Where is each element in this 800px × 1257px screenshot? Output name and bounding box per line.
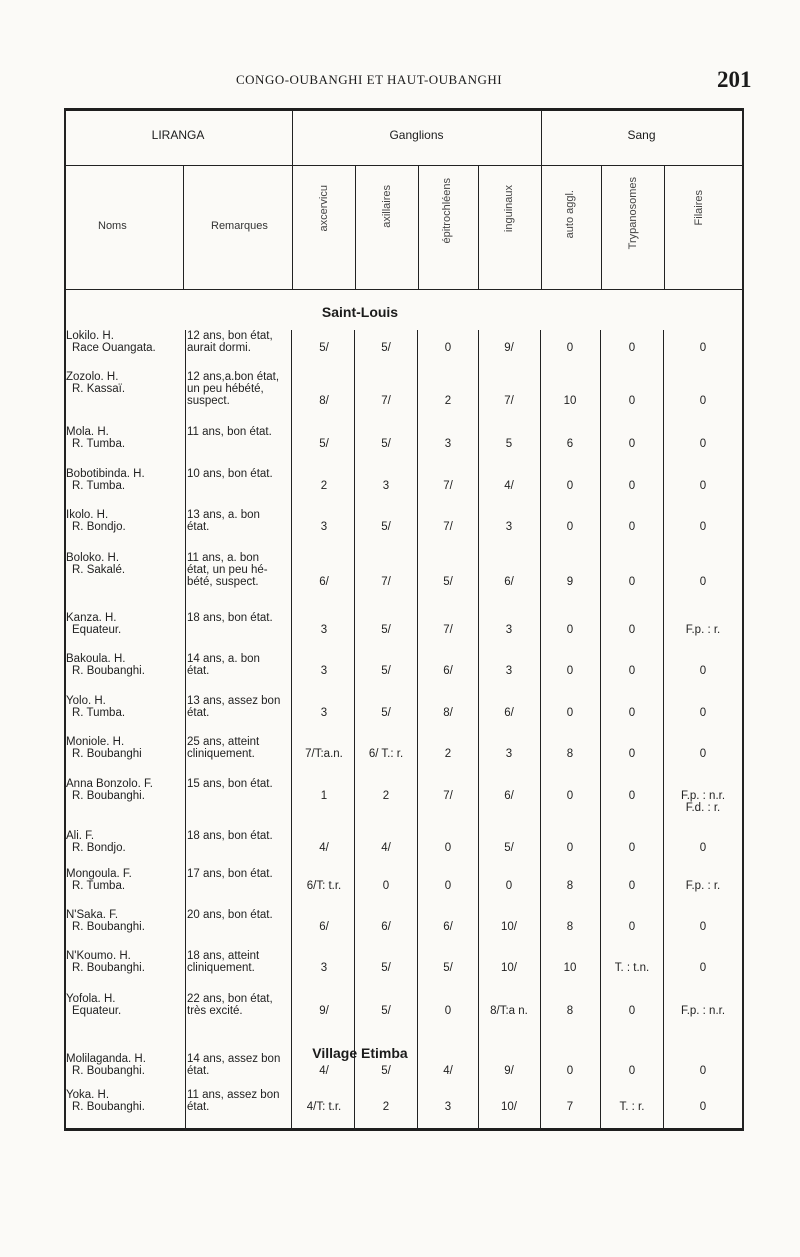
origin-line: R. Boubanghi. <box>72 665 145 677</box>
axcervicu-value: 6/ <box>319 921 329 933</box>
filaires-value: 0 <box>699 665 707 677</box>
axcervicu-value: 4/T: t.r. <box>306 1101 342 1113</box>
patient-name <box>66 830 184 854</box>
remark-line: état. <box>187 707 210 719</box>
origin-line: R. Boubanghi <box>72 748 142 760</box>
axcervicu-value: 6/ <box>319 576 329 588</box>
filaires-value: 0 <box>699 748 707 760</box>
remark-line: 18 ans, atteint <box>187 950 260 962</box>
origin-line: R. Boubanghi. <box>72 790 145 802</box>
name-line: Bobotibinda. H. <box>66 468 145 480</box>
auto-aggl-value: 10 <box>563 962 577 974</box>
filaires-value: 0 <box>699 962 707 974</box>
axillaires-value: 5/ <box>381 624 391 636</box>
trypanosomes-value: 0 <box>628 790 636 802</box>
epitrochleens-value: 0 <box>444 842 452 854</box>
remark-line: 12 ans,a.bon état, <box>187 371 280 383</box>
patient-name <box>66 612 184 636</box>
remark-line: 11 ans, assez bon <box>187 1089 280 1101</box>
epitrochleens-value: 2 <box>444 748 452 760</box>
remarks-cell <box>187 371 307 407</box>
trypanosomes-value: 0 <box>628 921 636 933</box>
col-filaires: Filaires <box>693 190 705 226</box>
axillaires-value: 2 <box>382 1101 390 1113</box>
filaires-value: 0 <box>699 480 707 492</box>
inguinaux-value: 6/ <box>504 790 514 802</box>
filaires-value: 0 <box>699 395 707 407</box>
col-inguinaux: inguinaux <box>503 185 515 233</box>
auto-aggl-value: 0 <box>566 624 574 636</box>
filaires-value: 0 <box>699 342 707 354</box>
epitrochleens-value: 7/ <box>443 624 453 636</box>
name-line: Kanza. H. <box>66 612 117 624</box>
axcervicu-value: 2 <box>320 480 328 492</box>
inguinaux-value: 3 <box>505 521 513 533</box>
origin-line: R. Bondjo. <box>72 521 126 533</box>
axillaires-value: 5/ <box>381 707 391 719</box>
remark-line: 10 ans, bon état. <box>187 468 273 480</box>
axillaires-value: 4/ <box>381 842 391 854</box>
inguinaux-value: 4/ <box>504 480 514 492</box>
inguinaux-value: 8/T:a n. <box>490 1005 528 1017</box>
epitrochleens-value: 2 <box>444 395 452 407</box>
running-header <box>0 67 800 96</box>
remark-line: 22 ans, bon état, <box>187 993 273 1005</box>
axillaires-value: 5/ <box>381 521 391 533</box>
origin-line: R. Sakalé. <box>72 564 126 576</box>
axcervicu-value: 9/ <box>319 1005 329 1017</box>
name-line: Ali. F. <box>66 830 95 842</box>
origin-line: Equateur. <box>72 1005 122 1017</box>
remark-line: état. <box>187 665 210 677</box>
epitrochleens-value: 7/ <box>443 480 453 492</box>
remark-line: état. <box>187 521 210 533</box>
remarks-cell <box>187 778 307 790</box>
remark-line: 11 ans, a. bon <box>187 552 260 564</box>
auto-aggl-value: 0 <box>566 480 574 492</box>
origin-line: R. Tumba. <box>72 480 126 492</box>
trypanosomes-value: 0 <box>628 1065 636 1077</box>
remarks-cell <box>187 993 307 1017</box>
origin-line: R. Boubanghi. <box>72 962 145 974</box>
patient-name <box>66 778 184 802</box>
remark-line: cliniquement. <box>187 748 255 760</box>
filaires-value: 0 <box>699 707 707 719</box>
patient-name <box>66 509 184 533</box>
inguinaux-value: 5 <box>505 438 513 450</box>
epitrochleens-value: 0 <box>444 1005 452 1017</box>
auto-aggl-value: 0 <box>566 790 574 802</box>
axillaires-value: 7/ <box>381 576 391 588</box>
axcervicu-value: 4/ <box>319 1065 329 1077</box>
axcervicu-value: 3 <box>320 962 328 974</box>
group-ganglions: Ganglions <box>389 128 444 142</box>
epitrochleens-value: 6/ <box>443 665 453 677</box>
section-title: Saint-Louis <box>321 304 399 320</box>
patient-name <box>66 330 184 354</box>
epitrochleens-value: 5/ <box>443 576 453 588</box>
filaires-value: F.p. : n.r. <box>680 790 726 802</box>
remark-line: 11 ans, bon état. <box>187 426 272 438</box>
trypanosomes-value: 0 <box>628 395 636 407</box>
remark-line: aurait dormi. <box>187 342 251 354</box>
col-divider-noms <box>183 165 184 290</box>
inguinaux-value: 3 <box>505 665 513 677</box>
remark-line: 25 ans, atteint <box>187 736 260 748</box>
inguinaux-value: 10/ <box>501 921 517 933</box>
remarks-cell <box>187 509 307 533</box>
remark-line: cliniquement. <box>187 962 255 974</box>
epitrochleens-value: 4/ <box>443 1065 453 1077</box>
trypanosomes-value: 0 <box>628 1005 636 1017</box>
origin-line: R. Bondjo. <box>72 842 126 854</box>
col-remarques: Remarques <box>211 220 268 232</box>
name-line: Yoka. H. <box>66 1089 110 1101</box>
epitrochleens-value: 3 <box>444 438 452 450</box>
remark-line: 13 ans, a. bon <box>187 509 260 521</box>
origin-line: Equateur. <box>72 624 122 636</box>
remark-line: état. <box>187 1065 210 1077</box>
filaires-value: 0 <box>699 1101 707 1113</box>
patient-name <box>66 552 184 576</box>
filaires-value: F.p. : r. <box>685 880 721 892</box>
body-line-1 <box>185 330 186 1130</box>
running-title: CONGO-OUBANGHI ET HAUT-OUBANGHI <box>236 72 503 87</box>
remarks-cell <box>187 426 307 438</box>
inguinaux-value: 9/ <box>504 1065 514 1077</box>
remarks-cell <box>187 552 307 588</box>
patient-name <box>66 736 184 760</box>
trypanosomes-value: T. : t.n. <box>614 962 650 974</box>
axillaires-value: 5/ <box>381 342 391 354</box>
patient-name <box>66 695 184 719</box>
name-line: Mola. H. <box>66 426 109 438</box>
axillaires-value: 5/ <box>381 1065 391 1077</box>
patient-name <box>66 371 184 395</box>
auto-aggl-value: 8 <box>566 748 574 760</box>
filaires-value: F.d. : r. <box>685 802 721 814</box>
axcervicu-value: 8/ <box>319 395 329 407</box>
remarks-cell <box>187 653 307 677</box>
auto-aggl-value: 9 <box>566 576 574 588</box>
header-bottom-line <box>64 289 744 290</box>
inguinaux-value: 5/ <box>504 842 514 854</box>
remarks-cell <box>187 868 307 880</box>
axcervicu-value: 4/ <box>319 842 329 854</box>
patient-name <box>66 1053 184 1077</box>
axillaires-value: 7/ <box>381 395 391 407</box>
name-line: Boloko. H. <box>66 552 120 564</box>
inguinaux-value: 10/ <box>501 1101 517 1113</box>
epitrochleens-value: 3 <box>444 1101 452 1113</box>
bottom-rule <box>64 1128 744 1131</box>
remark-line: état. <box>187 1101 210 1113</box>
auto-aggl-value: 10 <box>563 395 577 407</box>
axcervicu-value: 5/ <box>319 342 329 354</box>
patient-name <box>66 468 184 492</box>
trypanosomes-value: T. : r. <box>619 1101 645 1113</box>
epitrochleens-value: 0 <box>444 342 452 354</box>
trypanosomes-value: 0 <box>628 576 636 588</box>
col-axcervicu: axcervicu <box>318 185 330 232</box>
remark-line: 14 ans, assez bon <box>187 1053 281 1065</box>
remarks-cell <box>187 830 307 842</box>
epitrochleens-value: 0 <box>444 880 452 892</box>
auto-aggl-value: 8 <box>566 921 574 933</box>
inguinaux-value: 6/ <box>504 576 514 588</box>
name-line: N'Saka. F. <box>66 909 119 921</box>
group-liranga: LIRANGA <box>151 128 205 142</box>
axcervicu-value: 3 <box>320 521 328 533</box>
origin-line: Race Ouangata. <box>72 342 156 354</box>
axcervicu-value: 5/ <box>319 438 329 450</box>
auto-aggl-value: 8 <box>566 880 574 892</box>
axcervicu-value: 6/T: t.r. <box>306 880 342 892</box>
trypanosomes-value: 0 <box>628 342 636 354</box>
axillaires-value: 5/ <box>381 438 391 450</box>
patient-name <box>66 868 184 892</box>
remark-line: 13 ans, assez bon <box>187 695 281 707</box>
group-sang: Sang <box>627 128 656 142</box>
group-divider-line <box>64 165 744 166</box>
name-line: Mongoula. F. <box>66 868 132 880</box>
remarks-cell <box>187 736 307 760</box>
axillaires-value: 0 <box>382 880 390 892</box>
origin-line: R. Boubanghi. <box>72 921 145 933</box>
trypanosomes-value: 0 <box>628 624 636 636</box>
name-line: Bakoula. H. <box>66 653 126 665</box>
name-line: Molilaganda. H. <box>66 1053 146 1065</box>
name-line: Anna Bonzolo. F. <box>66 778 153 790</box>
col-divider-tryp <box>664 165 665 290</box>
origin-line: R. Tumba. <box>72 438 126 450</box>
name-line: Moniole. H. <box>66 736 125 748</box>
page-number: 201 <box>717 67 752 92</box>
col-divider-auto <box>601 165 602 290</box>
axillaires-value: 2 <box>382 790 390 802</box>
axillaires-value: 6/ <box>381 921 391 933</box>
auto-aggl-value: 6 <box>566 438 574 450</box>
axcervicu-value: 3 <box>320 707 328 719</box>
inguinaux-value: 7/ <box>504 395 514 407</box>
remark-line: état, un peu hé- <box>187 564 268 576</box>
filaires-value: F.p. : r. <box>685 624 721 636</box>
origin-line: R. Boubanghi. <box>72 1065 145 1077</box>
auto-aggl-value: 0 <box>566 521 574 533</box>
origin-line: R. Tumba. <box>72 707 126 719</box>
remarks-cell <box>187 468 307 480</box>
axillaires-value: 5/ <box>381 962 391 974</box>
trypanosomes-value: 0 <box>628 707 636 719</box>
patient-name <box>66 653 184 677</box>
col-divider-axi <box>418 165 419 290</box>
name-line: N'Koumo. H. <box>66 950 131 962</box>
inguinaux-value: 3 <box>505 748 513 760</box>
filaires-value: 0 <box>699 438 707 450</box>
auto-aggl-value: 0 <box>566 1065 574 1077</box>
epitrochleens-value: 7/ <box>443 790 453 802</box>
trypanosomes-value: 0 <box>628 842 636 854</box>
col-epitrochleens: épitrochléens <box>441 178 453 244</box>
patient-name <box>66 993 184 1017</box>
top-rule <box>64 108 744 111</box>
col-auto-aggl: auto aggl. <box>564 190 576 239</box>
col-axillaires: axillaires <box>381 185 393 228</box>
remark-line: un peu hébété, <box>187 383 264 395</box>
remark-line: très excité. <box>187 1005 243 1017</box>
epitrochleens-value: 7/ <box>443 521 453 533</box>
remarks-cell <box>187 612 307 624</box>
auto-aggl-value: 8 <box>566 1005 574 1017</box>
remarks-cell <box>187 1053 307 1077</box>
trypanosomes-value: 0 <box>628 665 636 677</box>
remark-line: 14 ans, a. bon <box>187 653 260 665</box>
trypanosomes-value: 0 <box>628 748 636 760</box>
filaires-value: F.p. : n.r. <box>680 1005 726 1017</box>
section-title: Village Etimba <box>312 1045 408 1061</box>
remark-line: 12 ans, bon état, <box>187 330 273 342</box>
remark-line: 18 ans, bon état. <box>187 612 273 624</box>
inguinaux-value: 3 <box>505 624 513 636</box>
inguinaux-value: 6/ <box>504 707 514 719</box>
axillaires-value: 3 <box>382 480 390 492</box>
axcervicu-value: 1 <box>320 790 328 802</box>
axillaires-value: 5/ <box>381 665 391 677</box>
epitrochleens-value: 5/ <box>443 962 453 974</box>
patient-name <box>66 426 184 450</box>
axcervicu-value: 7/T:a.n. <box>305 748 343 760</box>
remarks-cell <box>187 1089 307 1113</box>
origin-line: R. Tumba. <box>72 880 126 892</box>
auto-aggl-value: 0 <box>566 707 574 719</box>
right-border <box>742 108 744 1131</box>
remark-line: 17 ans, bon état. <box>187 868 273 880</box>
col-divider-axc <box>355 165 356 290</box>
col-noms: Noms <box>98 220 127 232</box>
name-line: Yofola. H. <box>66 993 116 1005</box>
filaires-value: 0 <box>699 576 707 588</box>
remarks-cell <box>187 330 307 354</box>
remark-line: 15 ans, bon état. <box>187 778 273 790</box>
filaires-value: 0 <box>699 1065 707 1077</box>
auto-aggl-value: 7 <box>566 1101 574 1113</box>
inguinaux-value: 10/ <box>501 962 517 974</box>
epitrochleens-value: 6/ <box>443 921 453 933</box>
filaires-value: 0 <box>699 842 707 854</box>
col-divider-epi <box>478 165 479 290</box>
remark-line: 18 ans, bon état. <box>187 830 273 842</box>
patient-name <box>66 1089 184 1113</box>
trypanosomes-value: 0 <box>628 480 636 492</box>
patient-name <box>66 950 184 974</box>
auto-aggl-value: 0 <box>566 842 574 854</box>
remarks-cell <box>187 950 307 974</box>
filaires-value: 0 <box>699 521 707 533</box>
name-line: Zozolo. H. <box>66 371 119 383</box>
trypanosomes-value: 0 <box>628 521 636 533</box>
trypanosomes-value: 0 <box>628 880 636 892</box>
name-line: Ikolo. H. <box>66 509 109 521</box>
remark-line: bété, suspect. <box>187 576 259 588</box>
patient-name <box>66 909 184 933</box>
remarks-cell <box>187 909 307 921</box>
axcervicu-value: 3 <box>320 624 328 636</box>
auto-aggl-value: 0 <box>566 665 574 677</box>
inguinaux-value: 0 <box>505 880 513 892</box>
inguinaux-value: 9/ <box>504 342 514 354</box>
remark-line: suspect. <box>187 395 230 407</box>
col-trypanosomes: Trypanosomes <box>627 177 639 250</box>
axillaires-value: 6/ T.: r. <box>368 748 404 760</box>
name-line: Lokilo. H. <box>66 330 114 342</box>
origin-line: R. Kassaï. <box>72 383 126 395</box>
remarks-cell <box>187 695 307 719</box>
filaires-value: 0 <box>699 921 707 933</box>
epitrochleens-value: 8/ <box>443 707 453 719</box>
auto-aggl-value: 0 <box>566 342 574 354</box>
axillaires-value: 5/ <box>381 1005 391 1017</box>
remark-line: 20 ans, bon état. <box>187 909 273 921</box>
trypanosomes-value: 0 <box>628 438 636 450</box>
name-line: Yolo. H. <box>66 695 106 707</box>
axcervicu-value: 3 <box>320 665 328 677</box>
origin-line: R. Boubanghi. <box>72 1101 145 1113</box>
